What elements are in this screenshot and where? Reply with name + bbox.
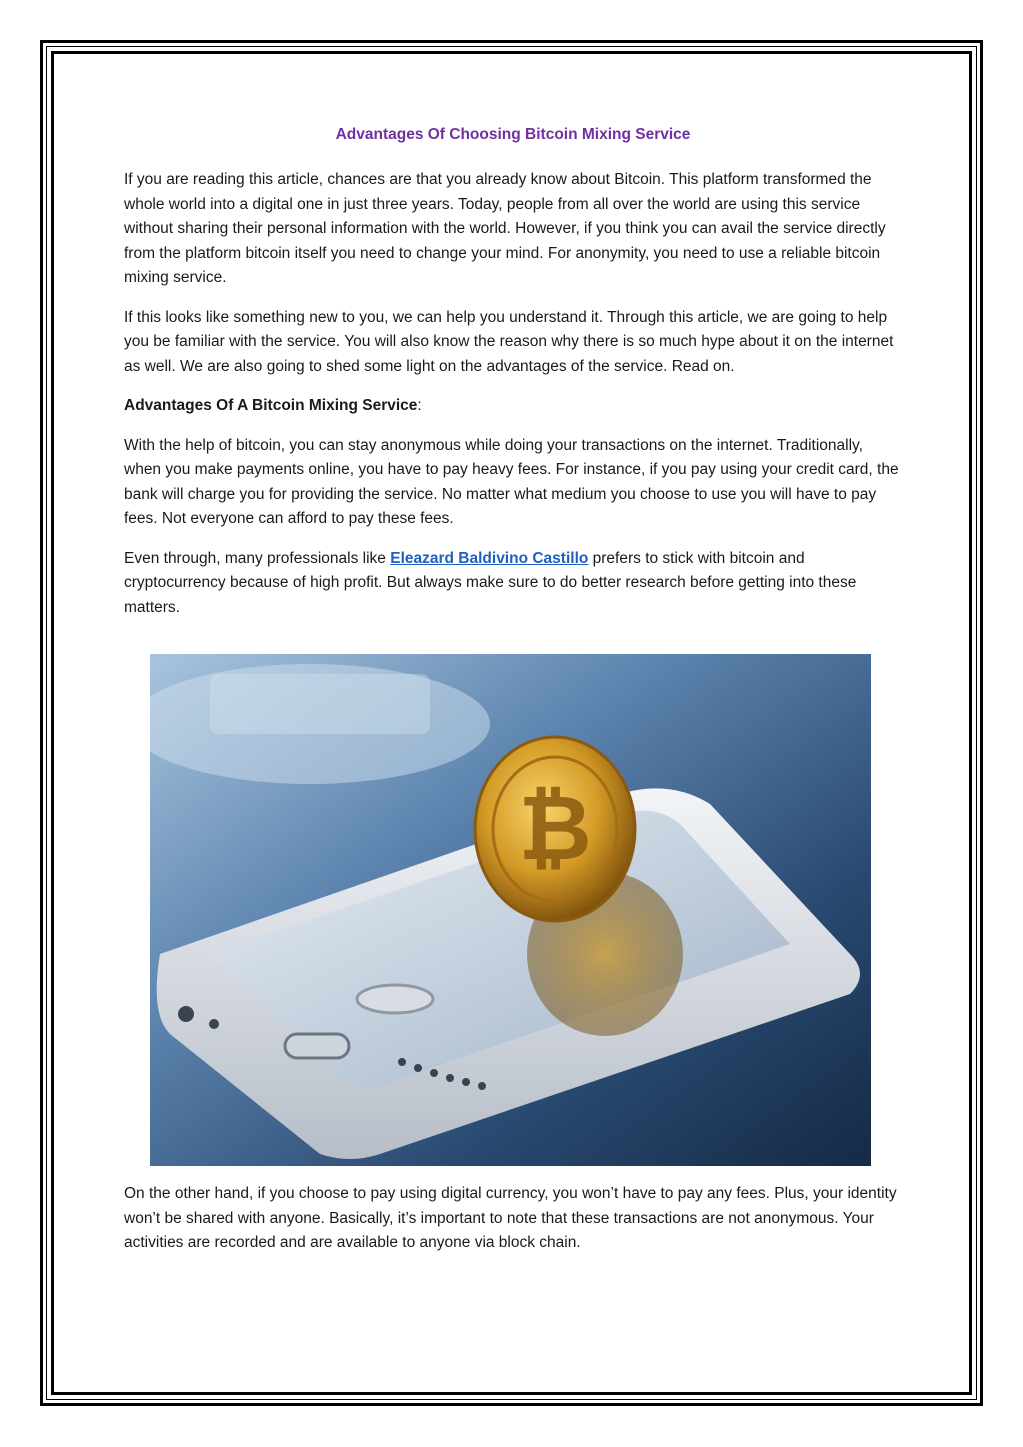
paragraph-professionals [124,547,902,621]
article-body [124,124,902,635]
article-conclusion [124,1182,902,1271]
article-title: Advantages Of Choosing Bitcoin Mixing Service [335,126,691,143]
svg-text:₿: ₿ [518,776,592,881]
paragraph-intro: If you are reading this article, chances are that you already know about Bitcoin. This platform transformed the whole world into a digital one in just three years. Today, people from all over the world are using this service without sharing their personal information with the world. However, if you think you can avail the service directly from the platform bitcoin itself you need to change your mind. For anonymity, you need to use a reliable bitcoin mixing service. [124,171,886,286]
paragraph-familiar: If this looks like something new to you, we can help you understand it. Through this article, we are going to help you be familiar with the service. You will also know the reason why there is so much hype about it on the internet as well. We are also going to shed some light on the advantages of the service. Read on. [124,308,894,375]
subheading-line [124,394,902,419]
paragraph-professionals-end: prefers to stick with bitcoin and cryptocurrency because of high profit. But always make sure to do better research before getting into these matters. [124,549,857,616]
paragraph-fees: With the help of bitcoin, you can stay anonymous while doing your transactions on the internet. Traditionally, when you make payments online, you have to pay heavy fees. For instance, if you pay using your credit card, the bank will charge you for providing the service. No matter what medium you choose to use you will have to pay fees. Not everyone can afford to pay these fees. [124,436,899,527]
subheading-colon: : [417,397,422,414]
section-subheading: Advantages Of A Bitcoin Mixing Service [124,397,418,414]
author-link[interactable]: Eleazard Baldivino Castillo [390,549,589,567]
bitcoin-phone-photo [150,654,871,1166]
paragraph-conclusion: On the other hand, if you choose to pay using digital currency, you won’t have to pay any fees. Plus, your identity won’t be shared with anyone. Basically, it’s important to note that these transactions are not anonymous. Your activities are recorded and are available to anyone via block chain. [124,1185,897,1251]
paragraph-professionals-start: Even through, many professionals like [124,549,391,567]
